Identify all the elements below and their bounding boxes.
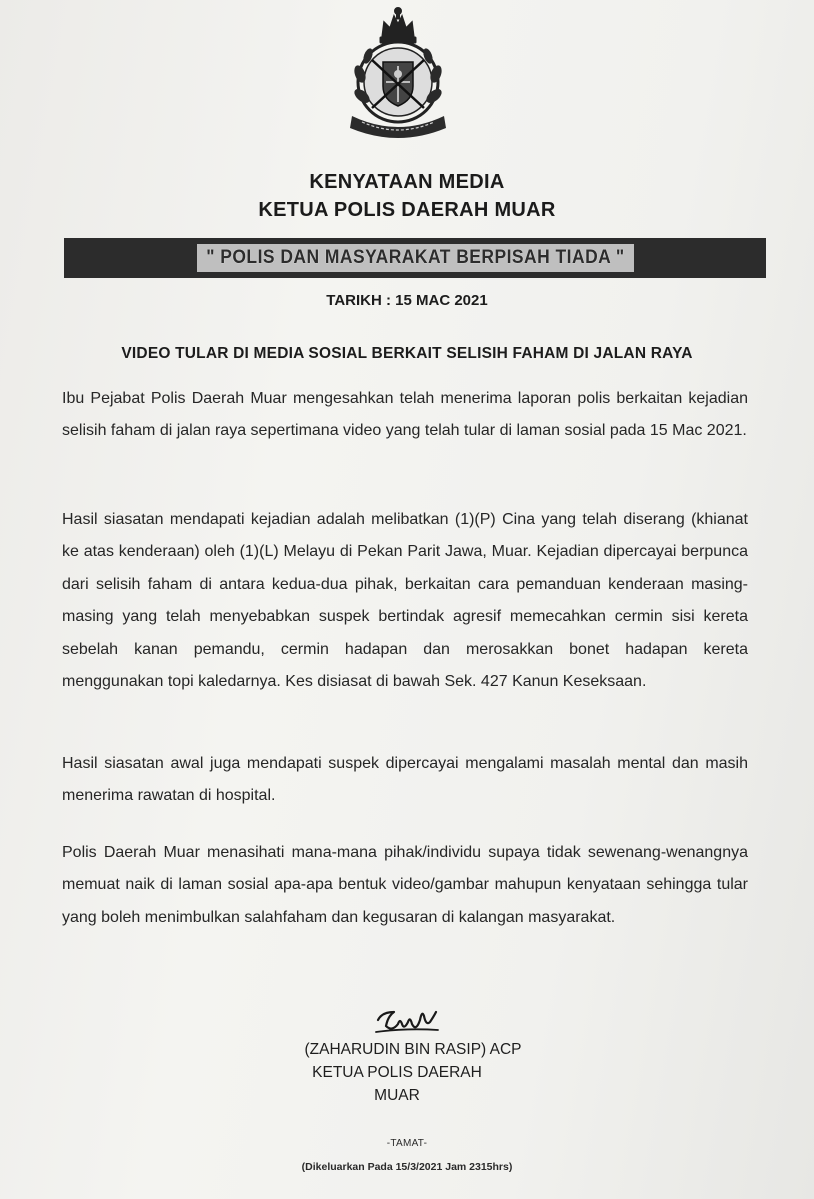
document-date: TARIKH : 15 MAC 2021 <box>326 292 488 309</box>
document-title: KENYATAAN MEDIA <box>309 171 505 193</box>
body-paragraph-2: Hasil siasatan mendapati kejadian adalah melibatkan (1)(P) Cina yang telah diserang (khianat ke atas kenderaan) oleh (1)(L) Melayu di Pekan Parit Jawa, Muar. Kejadian dipercayai berpunca dari selisih faham di antara kedua-dua pihak, berkaitan cara pemanduan kenderaan masing-masing yang telah menyebabkan suspek bertindak agresif memecahkan cermin sisi kereta sebelah kanan pemandu, cermin hadapan dan merosakkan bonet hadapan kereta menggunakan topi kaledarnya. Kes disiasat di bawah Sek. 427 Kanun Keseksaan. <box>62 511 748 691</box>
end-mark: -TAMAT- <box>386 1138 428 1149</box>
handwritten-signature <box>372 1002 442 1038</box>
signatory-place: MUAR <box>374 1087 420 1104</box>
signatory-role: KETUA POLIS DAERAH <box>312 1064 482 1081</box>
issued-note: (Dikeluarkan Pada 15/3/2021 Jam 2315hrs) <box>301 1161 513 1173</box>
police-crest-icon <box>338 4 458 140</box>
motto-text: " POLIS DAN MASYARAKAT BERPISAH TIADA " <box>197 244 634 272</box>
signatory-name: (ZAHARUDIN BIN RASIP) ACP <box>304 1041 522 1058</box>
headline: VIDEO TULAR DI MEDIA SOSIAL BERKAIT SELISIH FAHAM DI JALAN RAYA <box>121 345 693 362</box>
document-subtitle: KETUA POLIS DAERAH MUAR <box>258 199 556 221</box>
body-paragraph-1: Ibu Pejabat Polis Daerah Muar mengesahkan telah menerima laporan polis berkaitan kejadian selisih faham di jalan raya sepertimana video yang telah tular di laman sosial pada 15 Mac 2021. <box>62 390 748 440</box>
body-paragraph-3: Hasil siasatan awal juga mendapati suspek dipercayai mengalami masalah mental dan masih menerima rawatan di hospital. <box>62 755 748 805</box>
motto-banner <box>64 238 766 278</box>
body-paragraph-4: Polis Daerah Muar menasihati mana-mana pihak/individu supaya tidak sewenang-wenangnya memuat naik di laman sosial apa-apa bentuk video/gambar mahupun kenyataan sehingga tular yang boleh menimbulkan salahfaham dan kegusaran di kalangan masyarakat. <box>62 844 748 926</box>
